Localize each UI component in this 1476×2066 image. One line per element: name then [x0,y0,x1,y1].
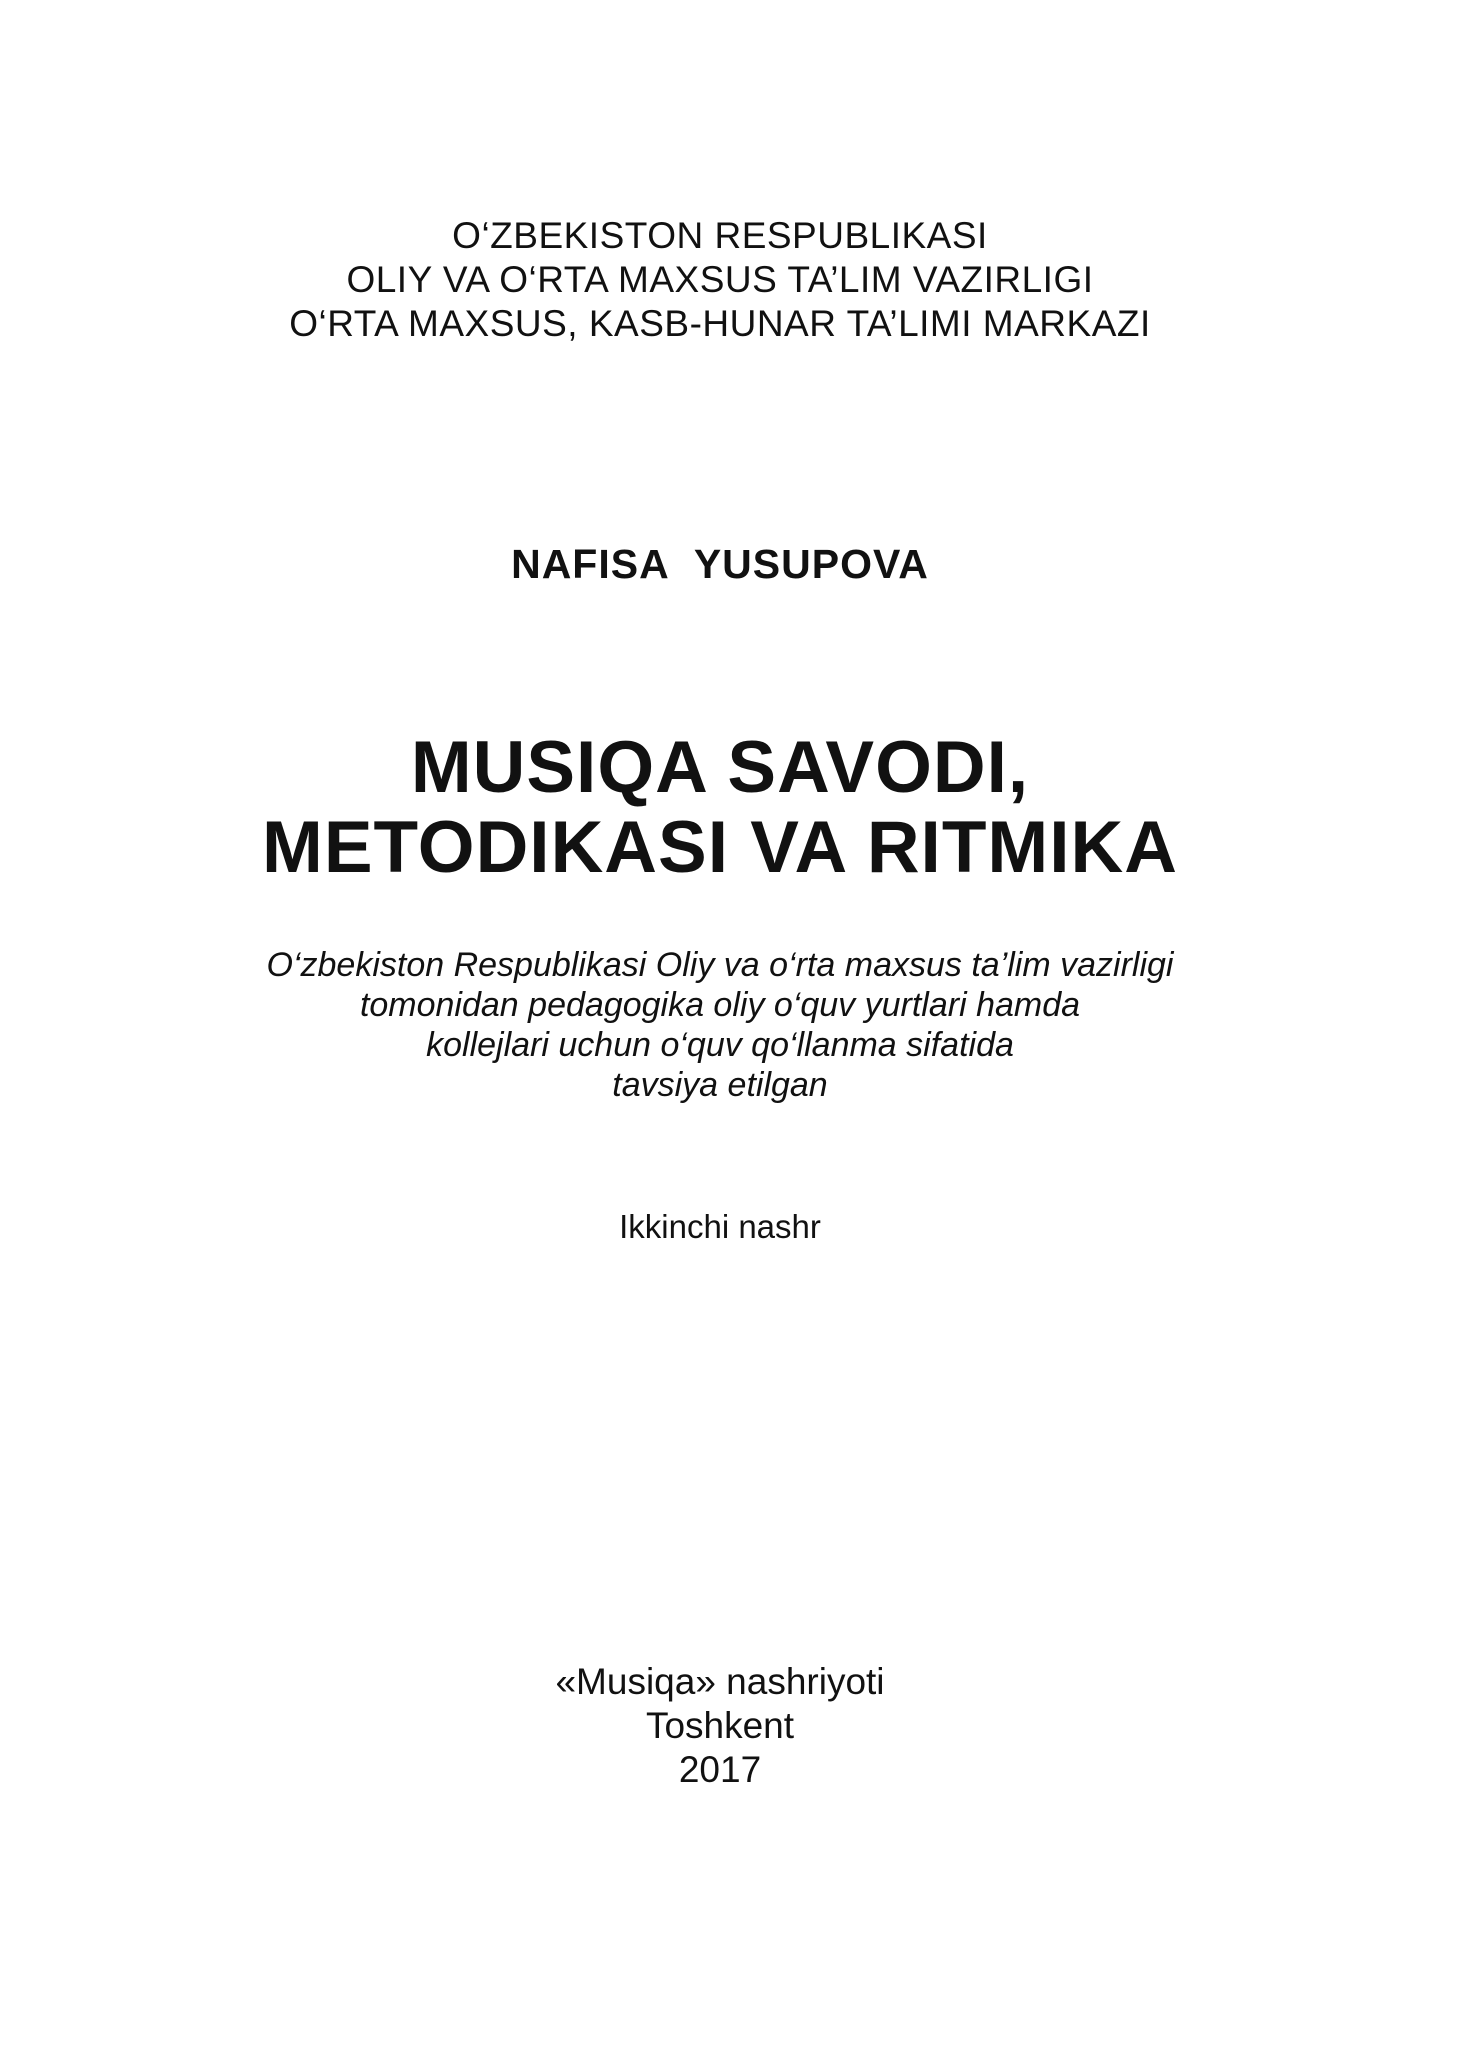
author-name: NAFISA YUSUPOVA [511,541,929,587]
edition-label: Ikkinchi nashr [619,1208,821,1245]
approval-line-4: tavsiya etilgan [612,1066,828,1104]
publication-year: 2017 [678,1749,762,1790]
publisher-info [0,1660,1440,1792]
book-title-line-1: MUSIQA SAVODI, [410,727,1030,808]
book-title-line-2: METODIKASI VA RITMIKA [262,807,1178,888]
approval-line-3: kollejlari uchun o‘quv qo‘llanma sifatida [426,1026,1014,1064]
institution-header [0,214,1440,346]
publisher-city: Toshkent [645,1705,795,1746]
institution-line-3: O‘RTA MAXSUS, KASB-HUNAR TA’LIMI MARKAZI [289,303,1151,344]
approval-line-2: tomonidan pedagogika oliy o‘quv yurtlari hamda [359,986,1081,1024]
approval-line-1: O‘zbekiston Respublikasi Oliy va o‘rta maxsus ta’lim vazirligi [266,946,1174,984]
institution-line-2: OLIY VA O‘RTA MAXSUS TA’LIM VAZIRLIGI [346,259,1094,300]
institution-line-1: O‘ZBEKISTON RESPUBLIKASI [452,215,988,256]
book-title [0,728,1440,888]
publisher-name: «Musiqa» nashriyoti [555,1661,885,1702]
approval-statement [0,945,1440,1105]
